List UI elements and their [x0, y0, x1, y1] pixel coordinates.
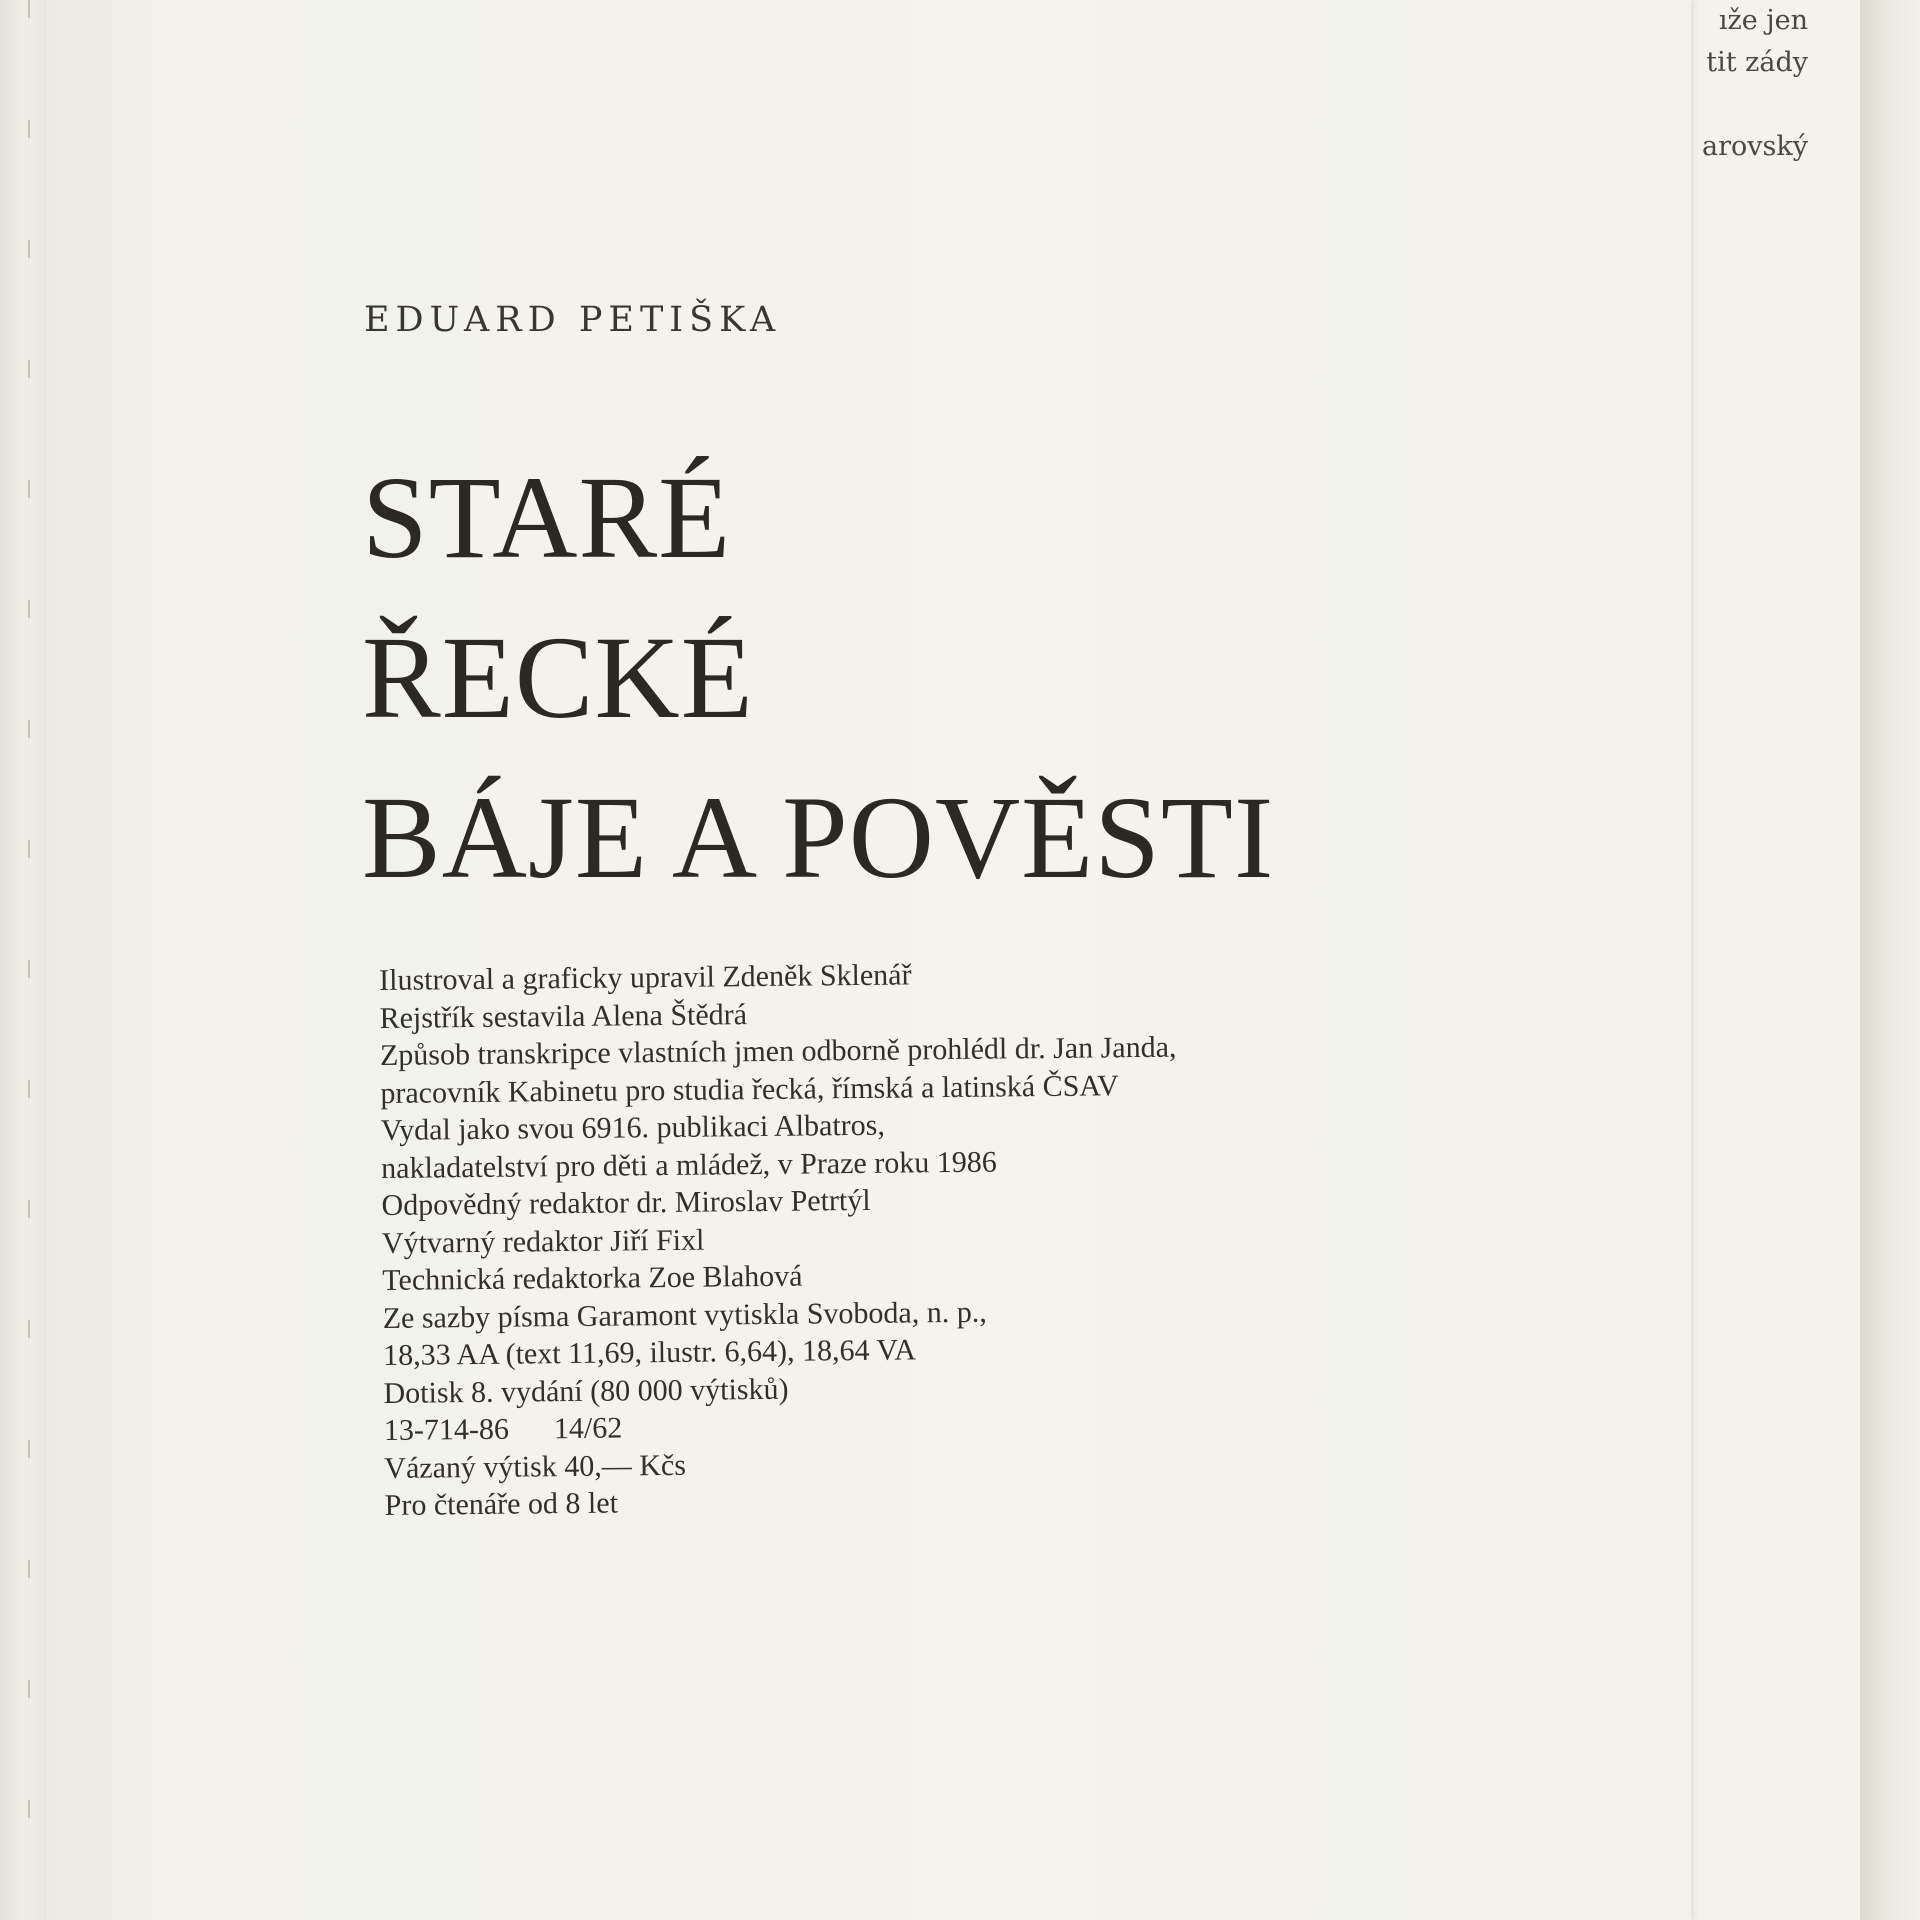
colophon-line: Ze sazby písma Garamont vytiskla Svoboda, n. p.,: [382, 1295, 987, 1335]
colophon-line: Způsob transkripce vlastních jmen odborně prohlédl dr. Jan Janda,: [379, 1030, 1177, 1072]
publication-code: 13-714-86: [383, 1412, 510, 1447]
back-page-line: tit zády: [1706, 47, 1808, 78]
title-line-2: ŘECKÉ: [362, 612, 754, 743]
colophon-line: 18,33 AA (text 11,69, ilustr. 6,64), 18,64 VA: [382, 1333, 917, 1372]
author-name: EDUARD PETIŠKA: [364, 300, 782, 340]
back-page-line: ıže jen: [1718, 5, 1808, 36]
title-page: [46, 0, 1691, 1920]
colophon-line: Dotisk 8. vydání (80 000 výtisků): [383, 1372, 789, 1410]
back-page-text: [1698, 0, 1808, 168]
title-line-1: STARÉ: [362, 452, 732, 583]
book-right-edge: [1860, 0, 1920, 1920]
back-page-line: arovský: [1702, 131, 1808, 162]
colophon-line: Odpovědný redaktor dr. Miroslav Petrtýl: [381, 1183, 871, 1222]
back-page-line: [1698, 84, 1808, 126]
colophon-line: Vydal jako svou 6916. publikaci Albatros,: [380, 1108, 886, 1147]
colophon-line: Rejstřík sestavila Alena Štědrá: [379, 997, 748, 1035]
group-code: 14/62: [553, 1411, 623, 1446]
title-line-3: BÁJE A POVĚSTI: [362, 772, 1275, 903]
colophon: [379, 954, 1181, 1525]
binding-stitching: [28, 0, 30, 1920]
colophon-line: pracovník Kabinetu pro studia řecká, římská a latinská ČSAV: [380, 1068, 1119, 1110]
book-title: [362, 438, 1274, 918]
colophon-line: Výtvarný redaktor Jiří Fixl: [381, 1223, 705, 1260]
colophon-line: Technická redaktorka Zoe Blahová: [382, 1259, 803, 1297]
price-line: Vázaný výtisk 40,— Kčs: [384, 1448, 687, 1485]
colophon-line: Ilustroval a graficky upravil Zdeněk Sklenář: [379, 958, 912, 997]
back-page: [1690, 0, 1861, 1920]
audience-line: Pro čtenáře od 8 let: [384, 1486, 619, 1522]
binding-edge: [0, 0, 47, 1920]
colophon-line: nakladatelství pro děti a mládež, v Praze roku 1986: [380, 1145, 997, 1185]
